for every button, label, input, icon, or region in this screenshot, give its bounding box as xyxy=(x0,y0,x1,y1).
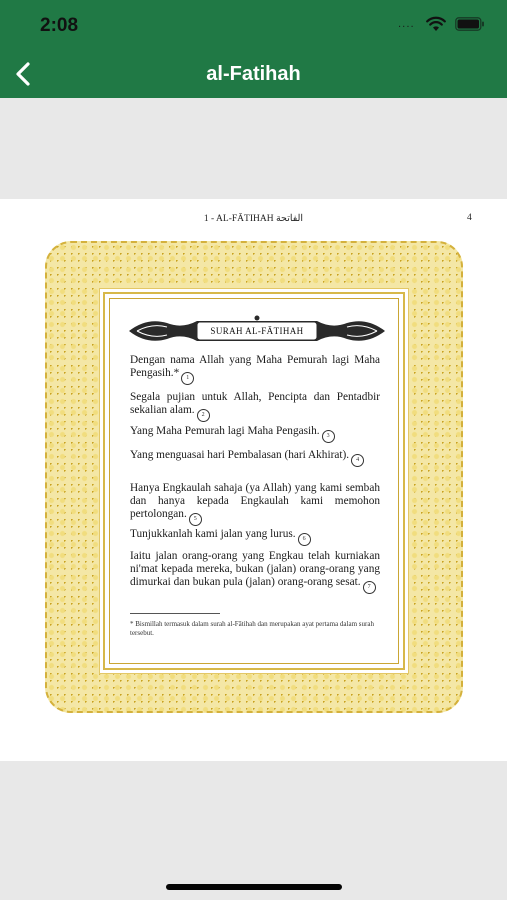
verse-number-marker: 5 xyxy=(189,513,202,526)
home-indicator[interactable] xyxy=(166,884,342,890)
verse-number-marker: 4 xyxy=(351,454,364,467)
footnote-rule xyxy=(130,613,220,614)
verse-number-marker: 1 xyxy=(181,372,194,385)
verse-text: Dengan nama Allah yang Maha Pemurah lagi Maha Pengasih.* xyxy=(130,354,380,379)
surah-title-banner xyxy=(127,315,387,347)
surah-title: SURAH AL-FĀTIHAH xyxy=(210,326,304,336)
verse-text: Tunjukkanlah kami jalan yang lurus. xyxy=(130,528,296,540)
running-header: 1 - AL-FĀTIHAH الفاتحة xyxy=(203,214,304,224)
verse-text: Segala pujian untuk Allah, Pencipta dan Pentadbir sekalian alam. xyxy=(130,391,380,416)
verse-text: Iaitu jalan orang-orang yang Engkau telah kurniakan ni'mat kepada mereka, bukan (jalan) orang-orang yang dimurkai dan bukan pula (jalan) orang-orang sesat. xyxy=(130,550,380,588)
verse-text: Yang menguasai hari Pembalasan (hari Akhirat). xyxy=(130,449,350,461)
verse-5 xyxy=(130,482,380,526)
footnote: * Bismillah termasuk dalam surah al-Fātihah dan merupakan ayat pertama dalam surah tersebut. xyxy=(130,620,374,637)
verse-number-marker: 7 xyxy=(363,581,376,594)
verse-7 xyxy=(130,550,380,594)
text-panel xyxy=(103,292,405,670)
verse-4 xyxy=(130,449,380,467)
verse-2 xyxy=(130,391,380,422)
battery-icon xyxy=(455,17,485,31)
page-number: 4 xyxy=(467,213,472,223)
status-time: 2:08 xyxy=(40,15,79,36)
navigation-bar xyxy=(0,50,507,98)
verse-text: Hanya Engkaulah sahaja (ya Allah) yang kami sembah dan hanya kepada Engkaulah kami memohon pertolongan. xyxy=(130,482,380,520)
verse-number-marker: 2 xyxy=(197,409,210,422)
verse-3 xyxy=(130,425,380,443)
verse-text: Yang Maha Pemurah lagi Maha Pengasih. xyxy=(130,425,320,437)
verse-1 xyxy=(130,354,380,385)
mushaf-page[interactable] xyxy=(0,199,507,761)
verse-number-marker: 6 xyxy=(298,533,311,546)
panel-rule xyxy=(109,298,399,664)
wifi-icon xyxy=(426,16,446,32)
page-title: al-Fatihah xyxy=(206,63,301,85)
verse-number-marker: 3 xyxy=(322,430,335,443)
status-bar xyxy=(0,0,507,50)
status-dots: ···· xyxy=(398,22,415,33)
verse-6 xyxy=(130,528,380,546)
